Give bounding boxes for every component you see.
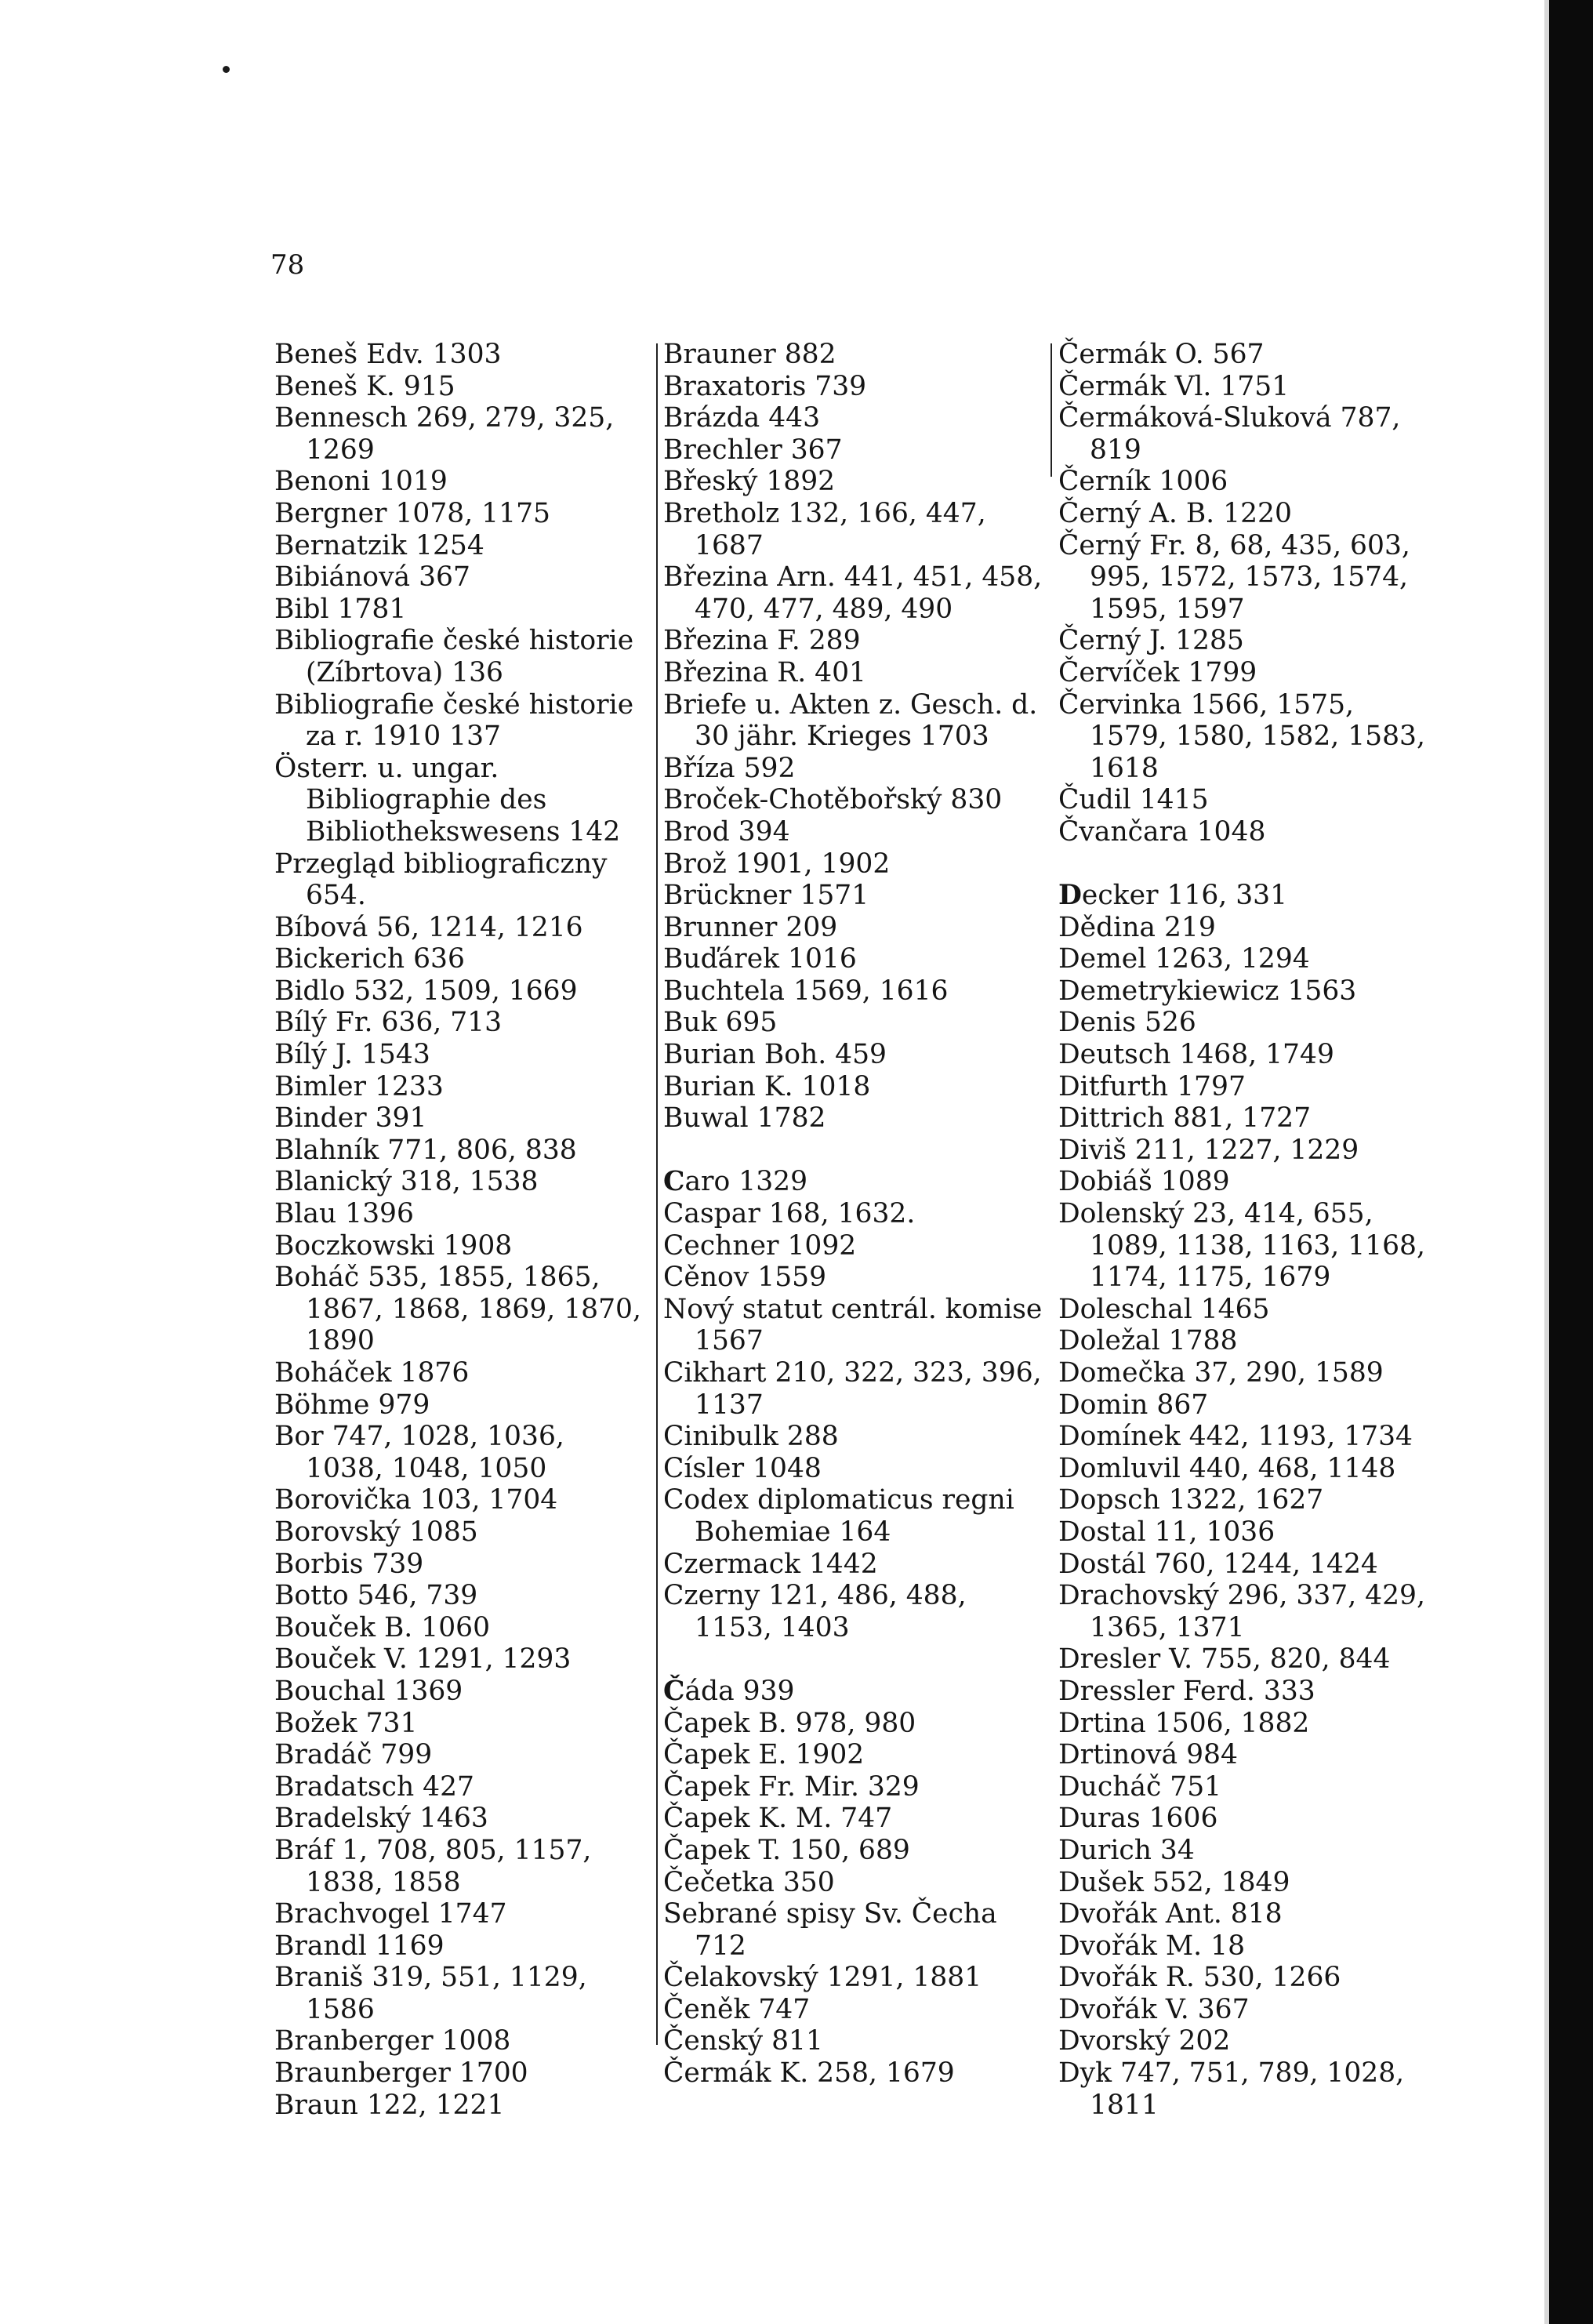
index-entry: Dědina 219 bbox=[1058, 911, 1216, 943]
index-entry: Doleschal 1465 bbox=[1058, 1293, 1270, 1325]
index-entry: Černý A. B. 1220 bbox=[1058, 497, 1292, 529]
index-entry: Bibliografie české historie za r. 1910 137 bbox=[274, 688, 634, 753]
index-entry: Buďárek 1016 bbox=[663, 943, 857, 975]
section-gap bbox=[1058, 848, 1435, 881]
index-entry: Boháček 1876 bbox=[274, 1357, 470, 1389]
index-entry: Božek 731 bbox=[274, 1707, 418, 1739]
index-entry: Beneš Edv. 1303 bbox=[274, 339, 502, 370]
index-entry: Bouchal 1369 bbox=[274, 1675, 463, 1707]
index-entry: Drtinová 984 bbox=[1058, 1739, 1238, 1771]
index-entry: Černík 1006 bbox=[1058, 466, 1228, 498]
index-entry: Čapek B. 978, 980 bbox=[663, 1707, 916, 1739]
index-entry: Dressler Ferd. 333 bbox=[1058, 1675, 1315, 1707]
scan-dust-mark bbox=[223, 66, 230, 73]
index-entry: Bradelský 1463 bbox=[274, 1803, 488, 1835]
index-entry: Botto 546, 739 bbox=[274, 1580, 478, 1612]
index-entry: Branberger 1008 bbox=[274, 2025, 511, 2057]
index-entry: Bor 747, 1028, 1036, 1038, 1048, 1050 bbox=[274, 1421, 564, 1484]
index-entry: Duras 1606 bbox=[1058, 1803, 1218, 1835]
index-entry: Ditfurth 1797 bbox=[1058, 1070, 1246, 1102]
index-entry: Bradáč 799 bbox=[274, 1739, 433, 1771]
index-entry: Čvančara 1048 bbox=[1058, 815, 1266, 848]
index-column-2 bbox=[663, 339, 1044, 2090]
column-rule-left bbox=[656, 343, 658, 2045]
index-entry: Decker 116, 331 bbox=[1058, 880, 1288, 912]
index-entry: Braun 122, 1221 bbox=[274, 2089, 505, 2121]
index-entry: Brachvogel 1747 bbox=[274, 1898, 507, 1930]
index-entry: Bimler 1233 bbox=[274, 1070, 444, 1102]
index-entry: Demel 1263, 1294 bbox=[1058, 943, 1310, 975]
index-entry: Borbis 739 bbox=[274, 1548, 424, 1580]
index-entry: Dostal 11, 1036 bbox=[1058, 1516, 1275, 1548]
index-entry: Caspar 168, 1632. bbox=[663, 1198, 916, 1230]
index-entry: Čapek E. 1902 bbox=[663, 1739, 865, 1771]
index-entry: Brandl 1169 bbox=[274, 1930, 445, 1962]
index-entry: Bouček B. 1060 bbox=[274, 1611, 491, 1643]
index-entry: Domluvil 440, 468, 1148 bbox=[1058, 1452, 1396, 1484]
index-entry: Ducháč 751 bbox=[1058, 1770, 1222, 1803]
index-entry: Caro 1329 bbox=[663, 1166, 808, 1198]
index-entry: Čermák Vl. 1751 bbox=[1058, 370, 1290, 402]
page-number: 78 bbox=[270, 249, 305, 281]
index-entry: Denis 526 bbox=[1058, 1007, 1196, 1039]
index-entry: Codex diplomaticus regni Bohemiae 164 bbox=[663, 1484, 1014, 1548]
index-entry: Bretholz 132, 166, 447, 1687 bbox=[663, 497, 986, 561]
index-entry: Borovský 1085 bbox=[274, 1516, 478, 1548]
index-entry: Binder 391 bbox=[274, 1102, 427, 1135]
index-entry: Braniš 319, 551, 1129, 1586 bbox=[274, 1962, 587, 2025]
index-entry: Dvorský 202 bbox=[1058, 2025, 1231, 2057]
index-entry: Buwal 1782 bbox=[663, 1102, 826, 1135]
index-entry: Dušek 552, 1849 bbox=[1058, 1866, 1290, 1898]
index-entry: Čapek T. 150, 689 bbox=[663, 1834, 910, 1866]
index-entry: Blanický 318, 1538 bbox=[274, 1166, 539, 1198]
index-entry: Černý Fr. 8, 68, 435, 603, 995, 1572, 1573, 1574, 1595, 1597 bbox=[1058, 529, 1410, 625]
index-entry: Dvořák V. 367 bbox=[1058, 1993, 1250, 2025]
index-entry: Dostál 760, 1244, 1424 bbox=[1058, 1548, 1378, 1580]
index-entry: Čapek Fr. Mir. 329 bbox=[663, 1770, 920, 1803]
index-entry: Drtina 1506, 1882 bbox=[1058, 1707, 1310, 1739]
index-entry: Čudil 1415 bbox=[1058, 784, 1209, 816]
index-entry: Diviš 211, 1227, 1229 bbox=[1058, 1134, 1359, 1166]
index-entry: Cěnov 1559 bbox=[663, 1262, 827, 1294]
index-entry: Černý J. 1285 bbox=[1058, 625, 1244, 657]
index-entry: Cikhart 210, 322, 323, 396, 1137 bbox=[663, 1357, 1042, 1421]
index-entry: Bidlo 532, 1509, 1669 bbox=[274, 975, 578, 1007]
index-entry: Buchtela 1569, 1616 bbox=[663, 975, 949, 1007]
index-entry: Cinibulk 288 bbox=[663, 1421, 839, 1453]
index-entry: Červinka 1566, 1575, 1579, 1580, 1582, 1583, 1618 bbox=[1058, 688, 1425, 784]
index-entry: Císler 1048 bbox=[663, 1452, 822, 1484]
index-entry: Czerny 121, 486, 488, 1153, 1403 bbox=[663, 1580, 967, 1643]
index-entry: Bráf 1, 708, 805, 1157, 1838, 1858 bbox=[274, 1834, 592, 1898]
index-entry: Bradatsch 427 bbox=[274, 1770, 474, 1803]
index-entry: Bílý J. 1543 bbox=[274, 1039, 430, 1071]
index-entry: Bibl 1781 bbox=[274, 593, 407, 625]
index-entry: Čapek K. M. 747 bbox=[663, 1803, 893, 1835]
index-entry: Brunner 209 bbox=[663, 911, 838, 943]
index-entry: Drachovský 296, 337, 429, 1365, 1371 bbox=[1058, 1580, 1425, 1643]
index-entry: Červíček 1799 bbox=[1058, 656, 1257, 688]
index-entry: Čelakovský 1291, 1881 bbox=[663, 1962, 982, 1994]
index-entry: Braunberger 1700 bbox=[274, 2057, 528, 2090]
index-entry: Brückner 1571 bbox=[663, 880, 869, 912]
index-entry: Čermáková-Sluková 787, 819 bbox=[1058, 402, 1401, 466]
index-entry: Domínek 442, 1193, 1734 bbox=[1058, 1421, 1413, 1453]
section-gap bbox=[663, 1643, 1044, 1676]
index-entry: Dvořák M. 18 bbox=[1058, 1930, 1246, 1962]
index-entry: Demetrykiewicz 1563 bbox=[1058, 975, 1357, 1007]
index-entry: Blahník 771, 806, 838 bbox=[274, 1134, 577, 1166]
index-entry: Przegląd bibliograficzny 654. bbox=[274, 848, 608, 912]
index-entry: Doležal 1788 bbox=[1058, 1325, 1238, 1357]
index-entry: Čenský 811 bbox=[663, 2025, 823, 2057]
index-entry: Brázda 443 bbox=[663, 402, 821, 434]
index-entry: Borovička 103, 1704 bbox=[274, 1484, 558, 1516]
index-entry: Bergner 1078, 1175 bbox=[274, 497, 550, 529]
index-entry: Dopsch 1322, 1627 bbox=[1058, 1484, 1324, 1516]
index-entry: Domin 867 bbox=[1058, 1389, 1209, 1421]
index-entry: Dyk 747, 751, 789, 1028, 1811 bbox=[1058, 2057, 1405, 2121]
index-entry: Dolenský 23, 414, 655, 1089, 1138, 1163, 1168, 1174, 1175, 1679 bbox=[1058, 1198, 1425, 1294]
index-entry: Čermák K. 258, 1679 bbox=[663, 2057, 955, 2090]
scan-edge bbox=[1549, 0, 1593, 2324]
index-entry: Cechner 1092 bbox=[663, 1229, 857, 1262]
index-entry: Bibiánová 367 bbox=[274, 561, 470, 594]
index-entry: Dvořák Ant. 818 bbox=[1058, 1898, 1283, 1930]
index-entry: Burian K. 1018 bbox=[663, 1070, 871, 1102]
index-entry: Břeský 1892 bbox=[663, 466, 836, 498]
index-entry: Österr. u. ungar. Bibliographie des Bibliothekswesens 142 bbox=[274, 752, 621, 848]
index-entry: Březina Arn. 441, 451, 458, 470, 477, 489, 490 bbox=[663, 561, 1043, 625]
index-entry: Čáda 939 bbox=[663, 1675, 795, 1707]
index-entry: Sebrané spisy Sv. Čecha 712 bbox=[663, 1898, 997, 1962]
column-rule-right bbox=[1051, 343, 1052, 477]
index-entry: Dittrich 881, 1727 bbox=[1058, 1102, 1312, 1135]
index-entry: Brauner 882 bbox=[663, 339, 836, 370]
index-entry: Durich 34 bbox=[1058, 1834, 1195, 1866]
index-entry: Boháč 535, 1855, 1865, 1867, 1868, 1869, 1870, 1890 bbox=[274, 1262, 641, 1357]
index-entry: Čermák O. 567 bbox=[1058, 339, 1265, 370]
index-entry: Deutsch 1468, 1749 bbox=[1058, 1039, 1334, 1071]
index-entry: Böhme 979 bbox=[274, 1389, 430, 1421]
index-entry: Březina F. 289 bbox=[663, 625, 861, 657]
index-entry: Dobiáš 1089 bbox=[1058, 1166, 1230, 1198]
index-entry: Dvořák R. 530, 1266 bbox=[1058, 1962, 1341, 1994]
index-entry: Bibliografie české historie (Zíbrtova) 136 bbox=[274, 625, 634, 688]
index-entry: Braxatoris 739 bbox=[663, 370, 867, 402]
index-column-1 bbox=[274, 339, 649, 2121]
index-entry: Čeněk 747 bbox=[663, 1993, 811, 2025]
index-entry: Bickerich 636 bbox=[274, 943, 465, 975]
index-entry: Czermack 1442 bbox=[663, 1548, 878, 1580]
index-entry: Blau 1396 bbox=[274, 1198, 414, 1230]
index-entry: Burian Boh. 459 bbox=[663, 1039, 887, 1071]
index-entry: Bříza 592 bbox=[663, 752, 796, 784]
index-entry: Bernatzik 1254 bbox=[274, 529, 484, 561]
index-entry: Brod 394 bbox=[663, 815, 790, 848]
index-entry: Bouček V. 1291, 1293 bbox=[274, 1643, 572, 1676]
index-entry: Bílý Fr. 636, 713 bbox=[274, 1007, 503, 1039]
index-entry: Briefe u. Akten z. Gesch. d. 30 jähr. Krieges 1703 bbox=[663, 688, 1038, 753]
index-column-3 bbox=[1058, 339, 1435, 2121]
index-entry: Březina R. 401 bbox=[663, 656, 866, 688]
index-entry: Bíbová 56, 1214, 1216 bbox=[274, 911, 583, 943]
section-gap bbox=[663, 1135, 1044, 1167]
index-entry: Benoni 1019 bbox=[274, 466, 448, 498]
index-entry: Boczkowski 1908 bbox=[274, 1229, 513, 1262]
index-entry: Domečka 37, 290, 1589 bbox=[1058, 1357, 1384, 1389]
index-entry: Brechler 367 bbox=[663, 434, 843, 466]
index-entry: Beneš K. 915 bbox=[274, 370, 455, 402]
index-entry: Čečetka 350 bbox=[663, 1866, 835, 1898]
index-entry: Buk 695 bbox=[663, 1007, 778, 1039]
index-entry: Dresler V. 755, 820, 844 bbox=[1058, 1643, 1391, 1676]
index-entry: Broček-Chotěbořský 830 bbox=[663, 784, 1003, 816]
scan-edge-highlight bbox=[1544, 0, 1549, 2324]
index-entry: Brož 1901, 1902 bbox=[663, 848, 891, 880]
index-entry: Nový statut centrál. komise 1567 bbox=[663, 1293, 1043, 1357]
index-entry: Bennesch 269, 279, 325, 1269 bbox=[274, 402, 615, 466]
